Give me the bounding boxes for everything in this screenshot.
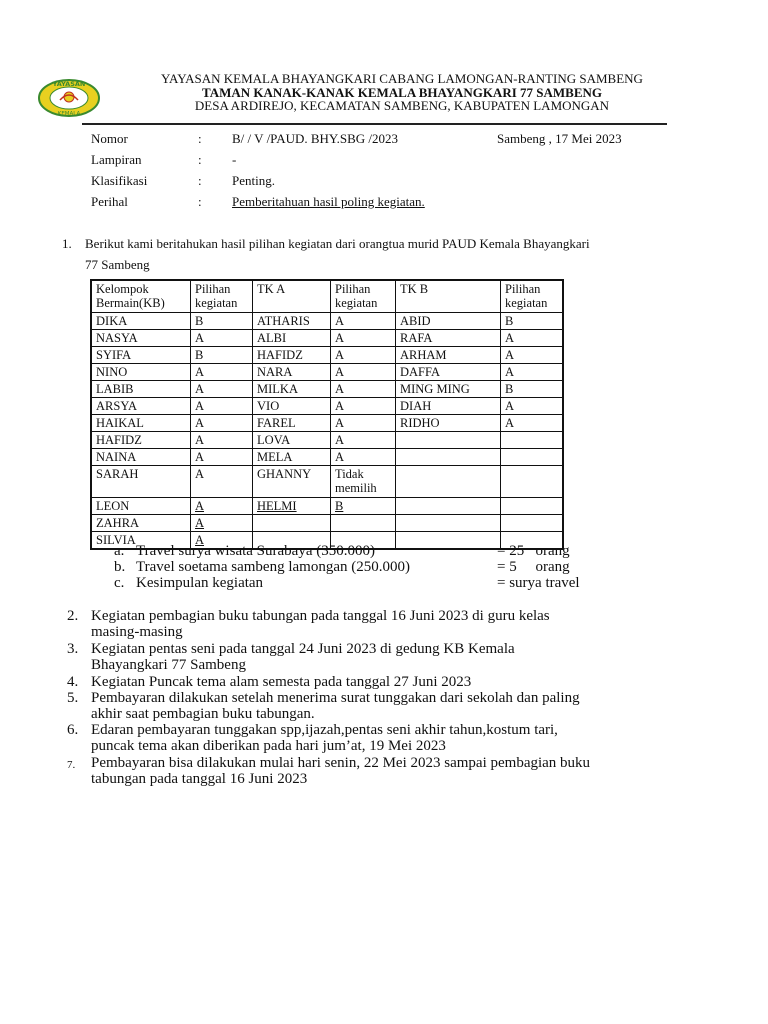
table-cell: A [191,498,253,515]
item-number: 4. [67,674,79,690]
meta-value: Pemberitahuan hasil poling kegiatan. [232,194,425,209]
item-text: Pembayaran dilakukan setelah menerima surat tunggakan dari sekolah dan paling [91,690,580,706]
table-cell: A [191,415,253,432]
meta-label: Nomor [91,131,128,146]
meta-lampiran [0,152,768,168]
logo-text-bottom: KEMALA [57,111,81,117]
table-cell: A [191,449,253,466]
meta-label: Klasifikasi [91,173,148,188]
table-cell: MING MING [396,381,501,398]
table-cell: NASYA [91,330,191,347]
table-cell [396,449,501,466]
table-cell: DIAH [396,398,501,415]
table-cell: A [191,398,253,415]
table-cell: LABIB [91,381,191,398]
table-row [91,381,563,398]
table-cell: HAIKAL [91,415,191,432]
table-cell: RAFA [396,330,501,347]
item-number: 6. [67,722,79,738]
meta-label: Perihal [91,194,128,209]
result-value: = 5 orang [497,559,570,575]
table-cell: A [501,415,564,432]
header-tka: TK A [253,280,331,313]
result-text: Travel soetama sambeng lamongan (250.000) [136,559,410,575]
item-text: Edaran pembayaran tunggakan spp,ijazah,pentas seni akhir tahun,kostum tari, [91,722,558,738]
table-cell: A [331,330,396,347]
table-cell: A [191,330,253,347]
point-1-number: 1. [62,236,72,251]
logo-text-top: YAYASAN [52,80,86,88]
table-cell: ARSYA [91,398,191,415]
table-cell: NAINA [91,449,191,466]
table-cell: A [501,398,564,415]
header-tka-choice: Pilihan kegiatan [331,280,396,313]
table-cell: ATHARIS [253,313,331,330]
meta-value: B/ / V /PAUD. BHY.SBG /2023 [232,131,399,146]
table-cell: FAREL [253,415,331,432]
table-cell: A [191,532,253,550]
table-cell: DIKA [91,313,191,330]
table-cell: A [191,432,253,449]
table-cell: ABID [396,313,501,330]
letter-date: Sambeng , 17 Mei 2023 [497,131,622,146]
table-cell: B [191,347,253,364]
table-cell: ALBI [253,330,331,347]
item-text: Kegiatan Puncak tema alam semesta pada tanggal 27 Juni 2023 [91,674,472,690]
result-value: = 25 orang [497,543,570,559]
item-text-cont: puncak tema akan diberikan pada hari jum’at, 19 Mei 2023 [91,738,446,754]
header-divider [82,123,667,125]
table-cell: NINO [91,364,191,381]
table-cell [253,515,331,532]
table-cell [396,515,501,532]
table-cell: DAFFA [396,364,501,381]
item-number: 5. [67,690,79,706]
table-cell: B [501,381,564,398]
header-tkb-choice: Pilihan kegiatan [501,280,564,313]
table-cell: A [501,347,564,364]
table-cell: A [191,381,253,398]
table-cell: A [331,449,396,466]
item-text: Pembayaran bisa dilakukan mulai hari senin, 22 Mei 2023 sampai pembagian buku [91,755,591,771]
table-cell: A [331,313,396,330]
table-cell [501,498,564,515]
table-cell: ARHAM [396,347,501,364]
table-row [91,330,563,347]
table-cell: HAFIDZ [253,347,331,364]
table-cell: B [331,498,396,515]
table-row [91,449,563,466]
table-row [91,466,563,498]
table-row [91,432,563,449]
item-number: 3. [67,641,79,657]
table-cell [396,466,501,498]
header-kb-choice: Pilihan kegiatan [191,280,253,313]
table-cell: SYIFA [91,347,191,364]
point-1-text-cont: 77 Sambeng [85,257,150,272]
table-cell: A [501,364,564,381]
table-cell: RIDHO [396,415,501,432]
table-row [91,313,563,330]
foundation-logo [36,76,102,120]
table-row [91,498,563,515]
table-cell: SILVIA [91,532,191,550]
table-cell: SARAH [91,466,191,498]
item-number: 2. [67,608,79,624]
meta-value: Penting. [232,173,275,188]
table-cell: LOVA [253,432,331,449]
item-text: Kegiatan pembagian buku tabungan pada tanggal 16 Juni 2023 di guru kelas [91,608,550,624]
table-cell: MILKA [253,381,331,398]
letterhead-foundation: YAYASAN KEMALA BHAYANGKARI CABANG LAMONGAN-RANTING SAMBENG [161,71,643,86]
table-cell: NARA [253,364,331,381]
meta-label: Lampiran [91,152,142,167]
meta-klasifikasi [0,173,768,189]
point-1-text: Berikut kami beritahukan hasil pilihan kegiatan dari orangtua murid PAUD Kemala Bhayangkari [85,236,590,251]
meta-colon: : [198,173,202,188]
meta-value: - [232,152,237,167]
item-text-cont: tabungan pada tanggal 16 Juni 2023 [91,771,308,787]
table-cell [331,515,396,532]
header-tkb: TK B [396,280,501,313]
result-letter: a. [114,543,125,559]
item-text-cont: akhir saat pembagian buku tabungan. [91,706,315,722]
table-cell: A [191,466,253,498]
table-cell [501,515,564,532]
item-text-cont: masing-masing [91,624,183,640]
table-row [91,364,563,381]
table-cell: HAFIDZ [91,432,191,449]
table-cell: B [501,313,564,330]
meta-colon: : [198,152,202,167]
table-cell [396,432,501,449]
table-cell: ZAHRA [91,515,191,532]
letterhead-school: TAMAN KANAK-KANAK KEMALA BHAYANGKARI 77 SAMBENG [201,85,603,100]
result-letter: b. [114,559,126,575]
table-cell [396,532,501,550]
poll-results-table [90,279,564,550]
header-kb: Kelompok Bermain(KB) [91,280,191,313]
table-cell: A [331,398,396,415]
result-text: Kesimpulan kegiatan [136,575,264,591]
table-header-row [91,280,563,313]
table-cell [396,498,501,515]
table-cell [501,449,564,466]
meta-nomor [0,131,768,147]
table-cell: A [331,364,396,381]
result-letter: c. [114,575,125,591]
table-cell: A [331,381,396,398]
letterhead-address: DESA ARDIREJO, KECAMATAN SAMBENG, KABUPATEN LAMONGAN [194,98,610,113]
item-text: Kegiatan pentas seni pada tanggal 24 Juni 2023 di gedung KB Kemala [91,641,515,657]
table-cell: A [331,415,396,432]
table-cell: A [191,515,253,532]
table-row [91,347,563,364]
table-row [91,515,563,532]
item-text-cont: Bhayangkari 77 Sambeng [91,657,246,673]
table-cell: A [191,364,253,381]
result-value: = surya travel [497,575,580,591]
meta-perihal [0,194,768,210]
table-row [91,398,563,415]
item-number: 7. [67,759,76,771]
table-cell [501,466,564,498]
table-cell: A [331,432,396,449]
table-cell: Tidak memilih [331,466,396,498]
meta-colon: : [198,131,202,146]
result-text: Travel surya wisata Surabaya (350.000) [136,543,375,559]
table-cell: B [191,313,253,330]
meta-colon: : [198,194,202,209]
table-cell: GHANNY [253,466,331,498]
table-cell: A [331,347,396,364]
table-cell: HELMI [253,498,331,515]
table-cell: MELA [253,449,331,466]
table-cell [501,432,564,449]
table-cell: VIO [253,398,331,415]
table-row [91,415,563,432]
table-cell: LEON [91,498,191,515]
table-cell: A [501,330,564,347]
